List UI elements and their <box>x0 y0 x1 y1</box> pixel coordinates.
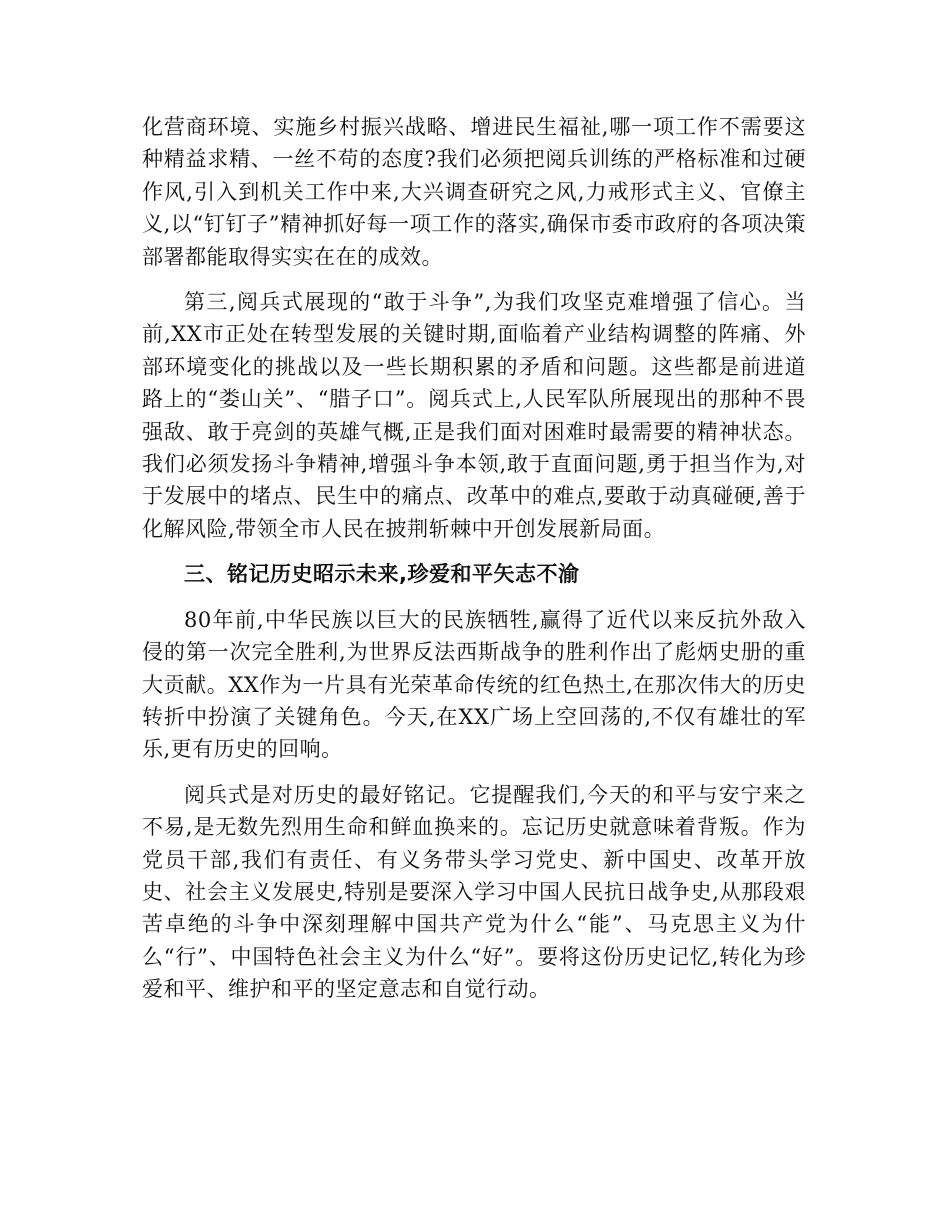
paragraph-third-point: 第三,阅兵式展现的“敢于斗争”,为我们攻坚克难增强了信心。当前,XX市正处在转型发展的关键时期,面临着产业结构调整的阵痛、外部环境变化的挑战以及一些长期积累的矛盾和问题。这些都是前进道路上的“娄山关”、“腊子口”。阅兵式上,人民军队所展现出的那种不畏强敌、敢于亮剑的英雄气概,正是我们面对困难时最需要的精神状态。我们必须发扬斗争精神,增强斗争本领,敢于直面问题,勇于担当作为,对于发展中的堵点、民生中的痛点、改革中的难点,要敢于动真碰硬,善于化解风险,带领全市人民在披荆斩棘中开创发展新局面。 <box>142 290 806 541</box>
paragraph-remembrance: 阅兵式是对历史的最好铭记。它提醒我们,今天的和平与安宁来之不易,是无数先烈用生命和鲜血换来的。忘记历史就意味着背叛。作为党员干部,我们有责任、有义务带头学习党史、新中国史、改革开放史、社会主义发展史,特别是要深入学习中国人民抗日战争史,从那段艰苦卓绝的斗争中深刻理解中国共产党为什么“能”、马克思主义为什么“行”、中国特色社会主义为什么“好”。要将这份历史记忆,转化为珍爱和平、维护和平的坚定意志和自觉行动。 <box>142 782 806 1002</box>
document-body <box>142 111 806 1019</box>
section-heading: 三、铭记历史昭示未来,珍爱和平矢志不渝 <box>184 562 580 587</box>
paragraph-history: 80年前,中华民族以巨大的民族牺牲,赢得了近代以来反抗外敌入侵的第一次完全胜利,为世界反法西斯战争的胜利作出了彪炳史册的重大贡献。XX作为一片具有光荣革命传统的红色热土,在那次伟大的历史转折中扮演了关键角色。今天,在XX广场上空回荡的,不仅有雄壮的军乐,更有历史的回响。 <box>142 607 806 762</box>
paragraph-continuation: 化营商环境、实施乡村振兴战略、增进民生福祉,哪一项工作不需要这种精益求精、一丝不苟的态度?我们必须把阅兵训练的严格标准和过硬作风,引入到机关工作中来,大兴调查研究之风,力戒形式主义、官僚主义,以“钉钉子”精神抓好每一项工作的落实,确保市委市政府的各项决策部署都能取得实实在在的成效。 <box>142 115 806 269</box>
